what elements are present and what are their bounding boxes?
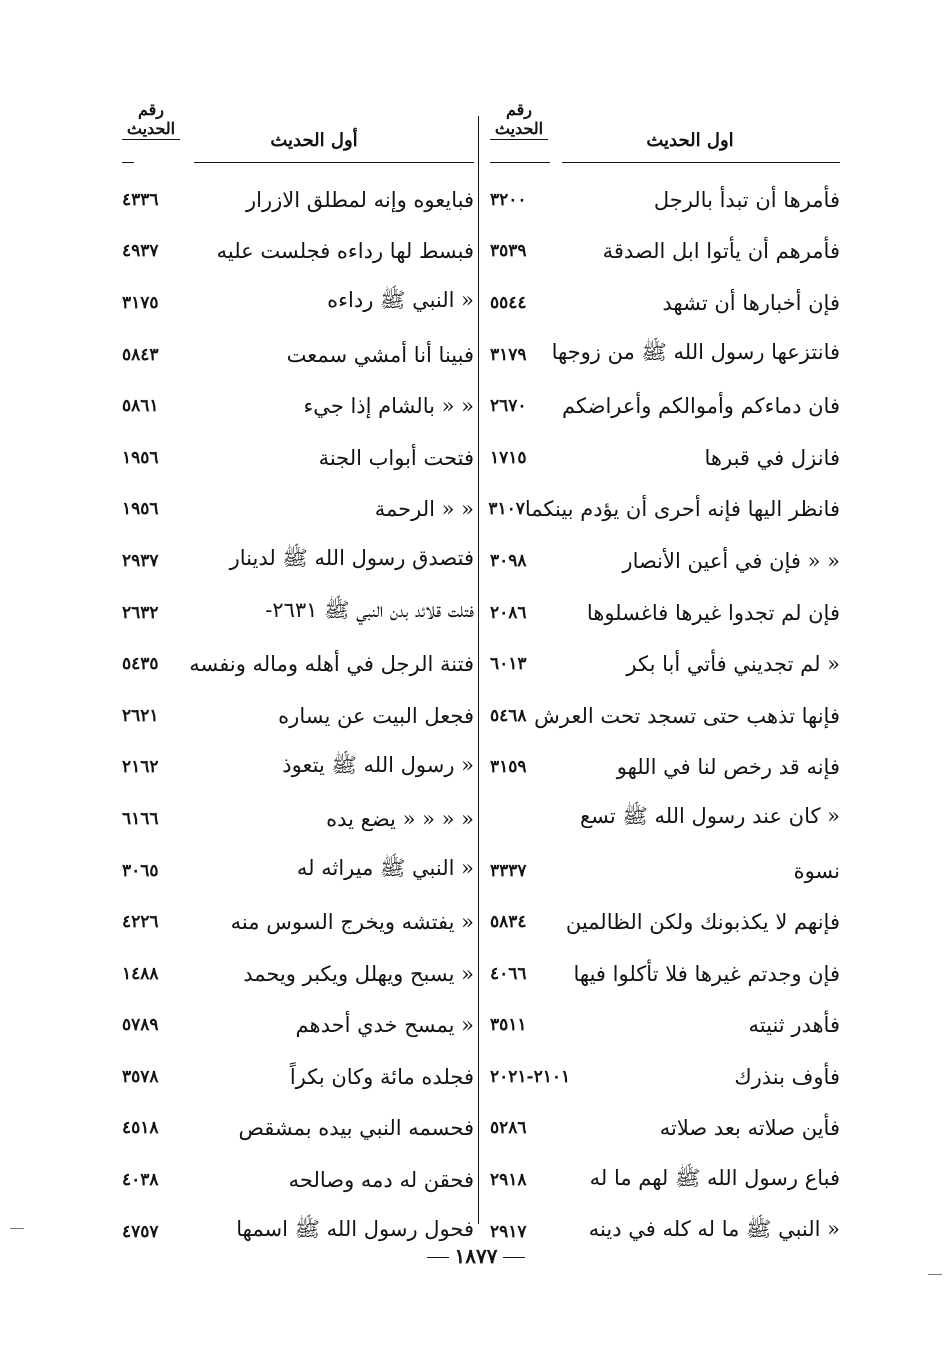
hadith-opening-text: « يمسح خدي أحدهم <box>295 1013 474 1038</box>
hadith-number: ٢١٦٢ <box>122 757 159 778</box>
index-row <box>122 1051 474 1103</box>
hadith-number: ٣٠٩٨ <box>490 550 527 571</box>
index-row <box>122 484 474 536</box>
index-row <box>490 1103 840 1155</box>
index-row <box>122 535 474 587</box>
index-row <box>490 638 840 690</box>
hadith-number: ٣٣٣٧ <box>490 860 527 881</box>
index-row <box>122 690 474 742</box>
scan-edge-mark <box>10 1228 24 1229</box>
left-column-header <box>122 100 474 166</box>
hadith-opening-text: فحسمه النبي بيده بمشقص <box>238 1116 474 1141</box>
hadith-opening-text: فأمرهم أن يأتوا ابل الصدقة <box>602 239 840 264</box>
text-column-title: اول الحديث <box>646 130 734 151</box>
page-number: ١٨٧٧ <box>0 1244 952 1268</box>
index-row <box>122 896 474 948</box>
hadith-number: ٥٥٤٤ <box>490 292 527 313</box>
hadith-number: ٣٥١١ <box>490 1015 527 1036</box>
hadith-opening-text: فحقن له دمه وصالحه <box>288 1168 474 1193</box>
index-row <box>490 845 840 897</box>
hadith-number: ٢٠٨٦ <box>490 602 527 623</box>
hadith-opening-text: فإن وجدتم غيرها فلا تأكلوا فيها <box>573 961 840 986</box>
hadith-opening-text: « النبي ﷺ ميراثه له <box>296 856 474 881</box>
hadith-number: ٦١٦٦ <box>122 808 159 829</box>
hadith-opening-text: « رسول الله ﷺ يتعوذ <box>282 752 474 777</box>
index-row <box>122 742 474 794</box>
number-column-title: رقم الحديث <box>490 100 548 140</box>
hadith-opening-text: فباع رسول الله ﷺ لهم ما له <box>589 1165 840 1190</box>
hadith-number: ٣١٧٥ <box>122 292 159 313</box>
column-divider <box>478 116 479 1224</box>
index-row <box>122 948 474 1000</box>
hadith-opening-text: فجعل البيت عن يساره <box>278 703 474 728</box>
hadith-number: ٤٩٣٧ <box>122 241 159 262</box>
number-column-title: رقم الحديث <box>122 100 180 140</box>
index-row <box>122 329 474 381</box>
header-rule <box>122 162 134 163</box>
index-row <box>490 380 840 432</box>
right-index-list <box>490 174 840 1257</box>
index-row <box>122 226 474 278</box>
left-index-list <box>122 174 474 1257</box>
hadith-number: ٣٢٠٠ <box>490 189 527 210</box>
index-row <box>490 1000 840 1052</box>
hadith-opening-text: « النبي ﷺ ما له كله في دينه <box>588 1217 840 1242</box>
index-row <box>490 1154 840 1206</box>
text-column-title: أول الحديث <box>270 130 358 151</box>
index-row <box>490 1051 840 1103</box>
index-row <box>490 329 840 381</box>
index-row <box>122 587 474 639</box>
hadith-number: ٤٠٣٨ <box>122 1170 159 1191</box>
hadith-opening-text: فأوف بنذرك <box>734 1064 840 1089</box>
hadith-number: ٦٠١٣ <box>490 654 527 675</box>
index-row <box>490 484 840 536</box>
index-row <box>490 587 840 639</box>
hadith-number: ٢٩٣٧ <box>122 550 159 571</box>
index-row <box>490 896 840 948</box>
hadith-number: ٥٤٣٥ <box>122 654 159 675</box>
index-row <box>490 277 840 329</box>
hadith-opening-text: « يفتشه ويخرج السوس منه <box>230 910 474 935</box>
hadith-opening-text: « « بالشام إذا جيء <box>303 394 474 419</box>
index-row <box>122 432 474 484</box>
index-row <box>490 174 840 226</box>
hadith-number: ٥٨٦١ <box>122 396 159 417</box>
hadith-opening-text: فانتزعها رسول الله ﷺ من زوجها <box>551 340 840 365</box>
hadith-number: ٢٦٢١ <box>122 705 159 726</box>
hadith-opening-text: فحول رسول الله ﷺ اسمها <box>236 1217 474 1242</box>
hadith-number: ٣١٥٩ <box>490 757 527 778</box>
index-row <box>122 845 474 897</box>
hadith-number: ٥٧٨٩ <box>122 1015 159 1036</box>
index-row <box>122 380 474 432</box>
hadith-number: ٣٥٧٨ <box>122 1066 159 1087</box>
hadith-number: ٤٠٦٦ <box>490 963 527 984</box>
hadith-opening-text: فتحت أبواب الجنة <box>318 445 474 470</box>
hadith-number: ٥٤٦٨ <box>490 705 527 726</box>
hadith-opening-text: فإنها تذهب حتى تسجد تحت العرش <box>534 703 840 728</box>
dash-right <box>427 1257 449 1258</box>
index-row <box>122 1000 474 1052</box>
hadith-opening-text: « « فإن في أعين الأنصار <box>622 548 840 573</box>
hadith-opening-text: فتلت قلائد بدن النبي ﷺ ٢٦٣١- <box>265 598 474 623</box>
hadith-number: ٤٢٢٦ <box>122 912 159 933</box>
hadith-opening-text: « كان عند رسول الله ﷺ تسع <box>579 804 840 829</box>
hadith-opening-text: فان دماءكم وأموالكم وأعراضكم <box>562 394 840 419</box>
header-rule <box>194 162 474 163</box>
scan-edge-mark <box>928 1274 942 1275</box>
hadith-opening-text: فبايعوه وإنه لمطلق الازرار <box>245 187 474 212</box>
hadith-number: ١٤٨٨ <box>122 963 159 984</box>
hadith-opening-text: فتنة الرجل في أهله وماله ونفسه <box>189 652 474 677</box>
dash-left <box>503 1257 525 1258</box>
header-rule <box>490 162 550 163</box>
hadith-number: ٤٥١٨ <box>122 1118 159 1139</box>
hadith-number: ٥٨٤٣ <box>122 344 159 365</box>
hadith-number: ١٩٥٦ <box>122 499 159 520</box>
index-row <box>490 535 840 587</box>
hadith-number: ٣٥٣٩ <box>490 241 527 262</box>
hadith-opening-text: فجلده مائة وكان بكراً <box>289 1064 474 1089</box>
hadith-number: ٢٦٣٢ <box>122 602 159 623</box>
hadith-number: ٢٩١٨ <box>490 1170 527 1191</box>
hadith-opening-text: فانظر اليها فإنه أحرى أن يؤدم بينكما <box>524 497 840 522</box>
hadith-opening-text: فأهدر ثنيته <box>748 1013 840 1038</box>
hadith-number: ١٧١٥ <box>490 447 527 468</box>
index-row <box>122 638 474 690</box>
hadith-number: ٥٨٣٤ <box>490 912 527 933</box>
left-column <box>122 100 474 1257</box>
hadith-opening-text: نسوة <box>793 858 840 883</box>
hadith-opening-text: فانزل في قبرها <box>704 445 840 470</box>
hadith-number: ٤٧٥٧ <box>122 1221 159 1242</box>
hadith-opening-text: « « « « يضع يده <box>326 806 474 831</box>
index-row <box>122 1103 474 1155</box>
index-row <box>490 226 840 278</box>
hadith-opening-text: فإنهم لا يكذبونك ولكن الظالمين <box>565 910 840 935</box>
index-row <box>122 793 474 845</box>
hadith-opening-text: فإنه قد رخص لنا في اللهو <box>616 755 840 780</box>
hadith-opening-text: « النبي ﷺ رداءه <box>327 288 474 313</box>
hadith-opening-text: فأمرها أن تبدأ بالرجل <box>653 187 840 212</box>
index-row <box>490 690 840 742</box>
hadith-number: ٢٩١٧ <box>490 1221 527 1242</box>
index-row <box>490 793 840 845</box>
right-column <box>490 100 840 1257</box>
hadith-opening-text: فأين صلاته بعد صلاته <box>659 1116 840 1141</box>
index-row <box>122 277 474 329</box>
index-row <box>122 1154 474 1206</box>
hadith-opening-text: فبسط لها رداءه فجلست عليه <box>216 239 474 264</box>
index-row <box>122 174 474 226</box>
hadith-number: ٣٠٦٥ <box>122 860 159 881</box>
hadith-number: ٢١٠١-٢٠٢١ <box>490 1066 571 1087</box>
index-row <box>490 948 840 1000</box>
hadith-opening-text: فتصدق رسول الله ﷺ لدينار <box>229 546 474 571</box>
hadith-opening-text: فبينا أنا أمشي سمعت <box>286 342 474 367</box>
hadith-opening-text: « لم تجديني فأتي أبا بكر <box>626 652 840 677</box>
hadith-number: ٣١٠٧ <box>488 499 525 520</box>
hadith-number: ١٩٥٦ <box>122 447 159 468</box>
hadith-opening-text: فإن لم تجدوا غيرها فاغسلوها <box>586 600 840 625</box>
hadith-number: ٢٦٧٠ <box>490 396 527 417</box>
index-row <box>490 742 840 794</box>
hadith-opening-text: « « الرحمة <box>374 497 474 522</box>
hadith-opening-text: فإن أخبارها أن تشهد <box>662 290 840 315</box>
index-row <box>490 432 840 484</box>
header-rule <box>562 162 840 163</box>
hadith-number: ٣١٧٩ <box>490 344 527 365</box>
hadith-opening-text: « يسبح ويهلل ويكبر ويحمد <box>243 961 474 986</box>
right-column-header <box>490 100 840 166</box>
hadith-number: ٤٣٣٦ <box>122 189 159 210</box>
hadith-number: ٥٢٨٦ <box>490 1118 527 1139</box>
